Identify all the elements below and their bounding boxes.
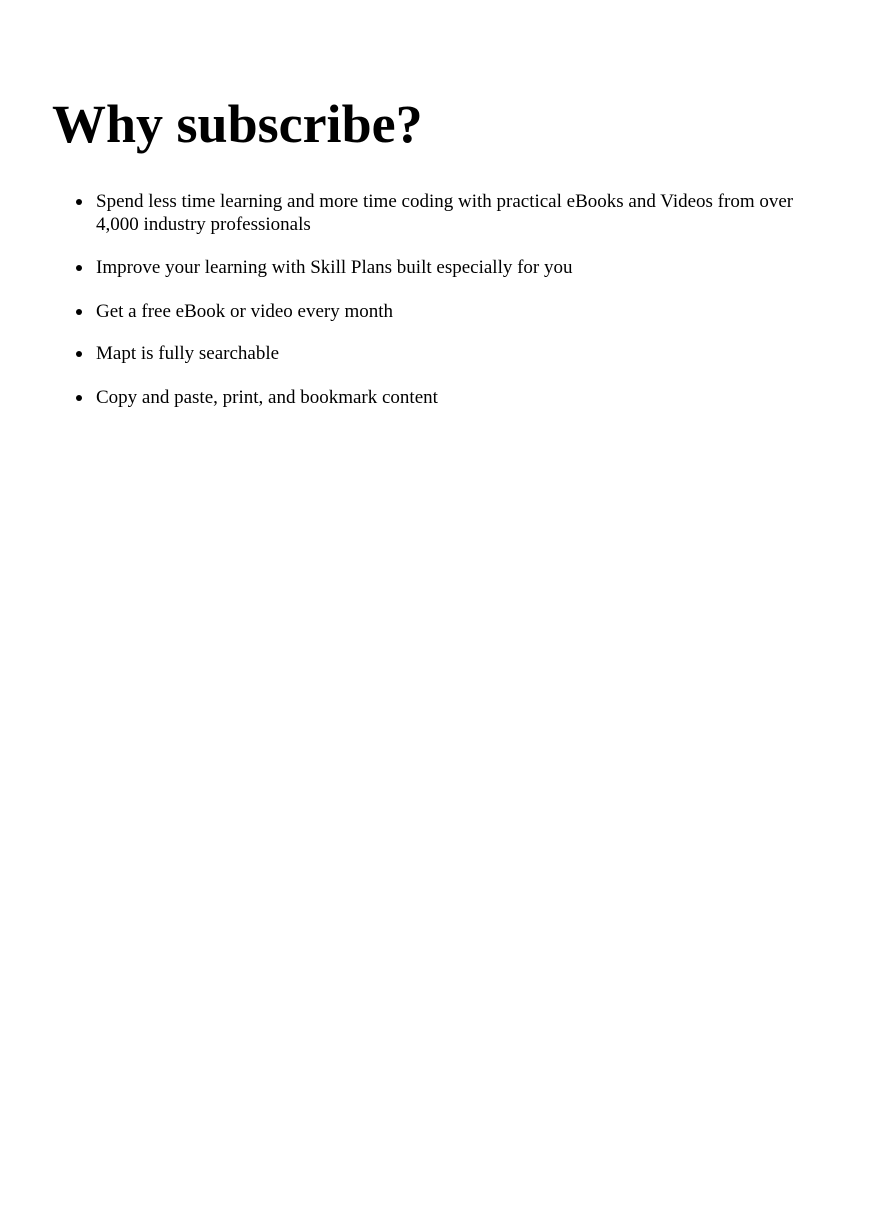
bullet-icon	[76, 351, 82, 357]
benefit-text: Get a free eBook or video every month	[96, 301, 394, 322]
bullet-icon	[76, 309, 82, 315]
benefit-text: Spend less time learning and more time coding with practical eBooks and Videos from over 4,000 industry professionals	[96, 191, 794, 235]
list-item	[96, 190, 796, 236]
benefit-text: Mapt is fully searchable	[96, 343, 280, 364]
bullet-icon	[76, 395, 82, 401]
list-item	[96, 300, 796, 323]
benefit-text: Copy and paste, print, and bookmark content	[96, 387, 438, 408]
bullet-icon	[76, 265, 82, 271]
benefit-text: Improve your learning with Skill Plans built especially for you	[96, 257, 573, 278]
page-title: Why subscribe?	[52, 94, 423, 154]
list-item	[96, 256, 796, 279]
bullet-icon	[76, 199, 82, 205]
list-item	[96, 342, 796, 365]
list-item	[96, 386, 796, 409]
